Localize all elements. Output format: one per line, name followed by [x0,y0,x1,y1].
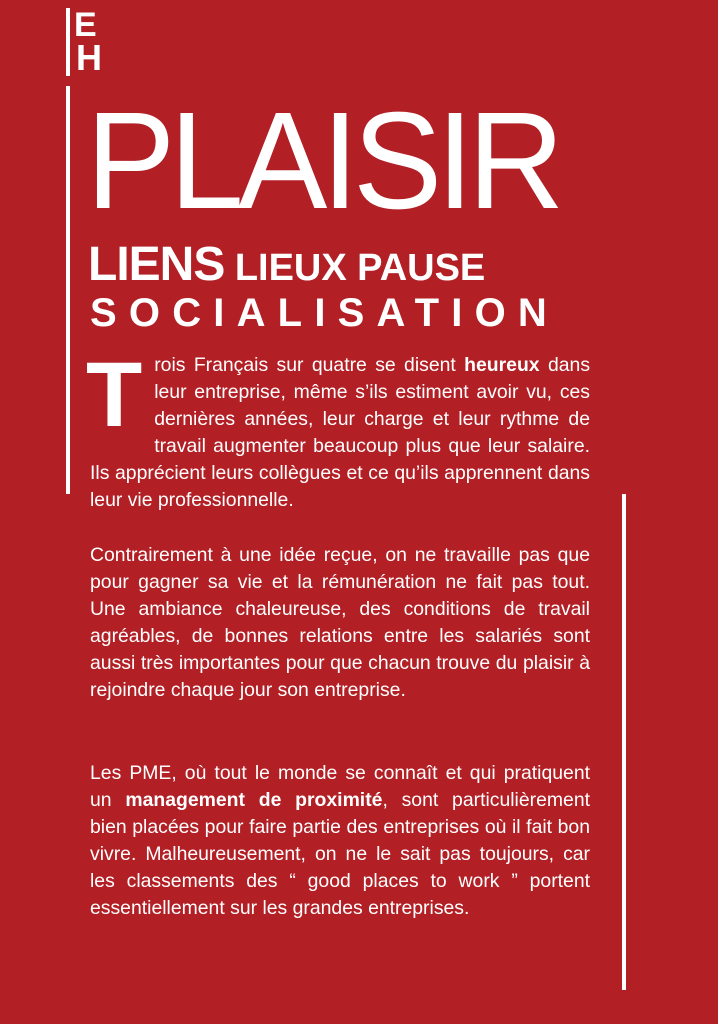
keyword-row [88,238,485,295]
vertical-rule-left [66,86,70,494]
paragraph-intro-text-a: rois Français sur quatre se disent [154,354,465,376]
logo [66,8,126,76]
keyword-lieux: LIEUX [234,247,347,289]
logo-letter-top: E [74,6,96,44]
keyword-socialisation: SOCIALISATION [90,291,559,335]
keyword-pause: PAUSE [357,247,486,289]
vertical-rule-right [622,494,626,990]
paragraph-second: Contrairement à une idée reçue, on ne travaille pas que pour gagner sa vie et la rémunération ne fait pas tout. Une ambiance chaleureuse, des conditions de travail agréables, de bonnes relations entre les salariés sont aussi très importantes pour que chacun trouve du plaisir à rejoindre chaque jour son entreprise. [90,544,590,701]
paragraph-intro-bold: heureux [464,354,540,376]
logo-bar [66,8,70,76]
paragraph-third-text-b: , sont particulièrement bien placées pour faire partie des entreprises où il fait bon vivre. Malheureusement, on ne le sait pas toujours, car les classements des “ good places to work ” portent essentiellement sur les grandes entreprises. [90,789,590,919]
paragraph-third-text-a: Les PME, où tout le monde se connaît et qui pratiquent un [90,762,590,811]
paragraph-third [90,760,590,922]
paragraph-third-bold: management de proximité [125,789,383,811]
paragraph-intro [86,344,591,514]
page-title: PLAISIR [86,84,559,238]
drop-cap: T [86,344,143,446]
keyword-liens: LIENS [88,238,225,291]
paragraph-intro-text-b: dans leur entreprise, même s’ils estiment avoir vu, ces dernières années, leur charge et leur rythme de travail augmenter beaucoup plus que leur salaire. Ils apprécient leurs collègues et ce qu’ils apprennent dans leur vie professionnelle. [90,354,591,511]
logo-letter-bottom: H [76,37,100,78]
